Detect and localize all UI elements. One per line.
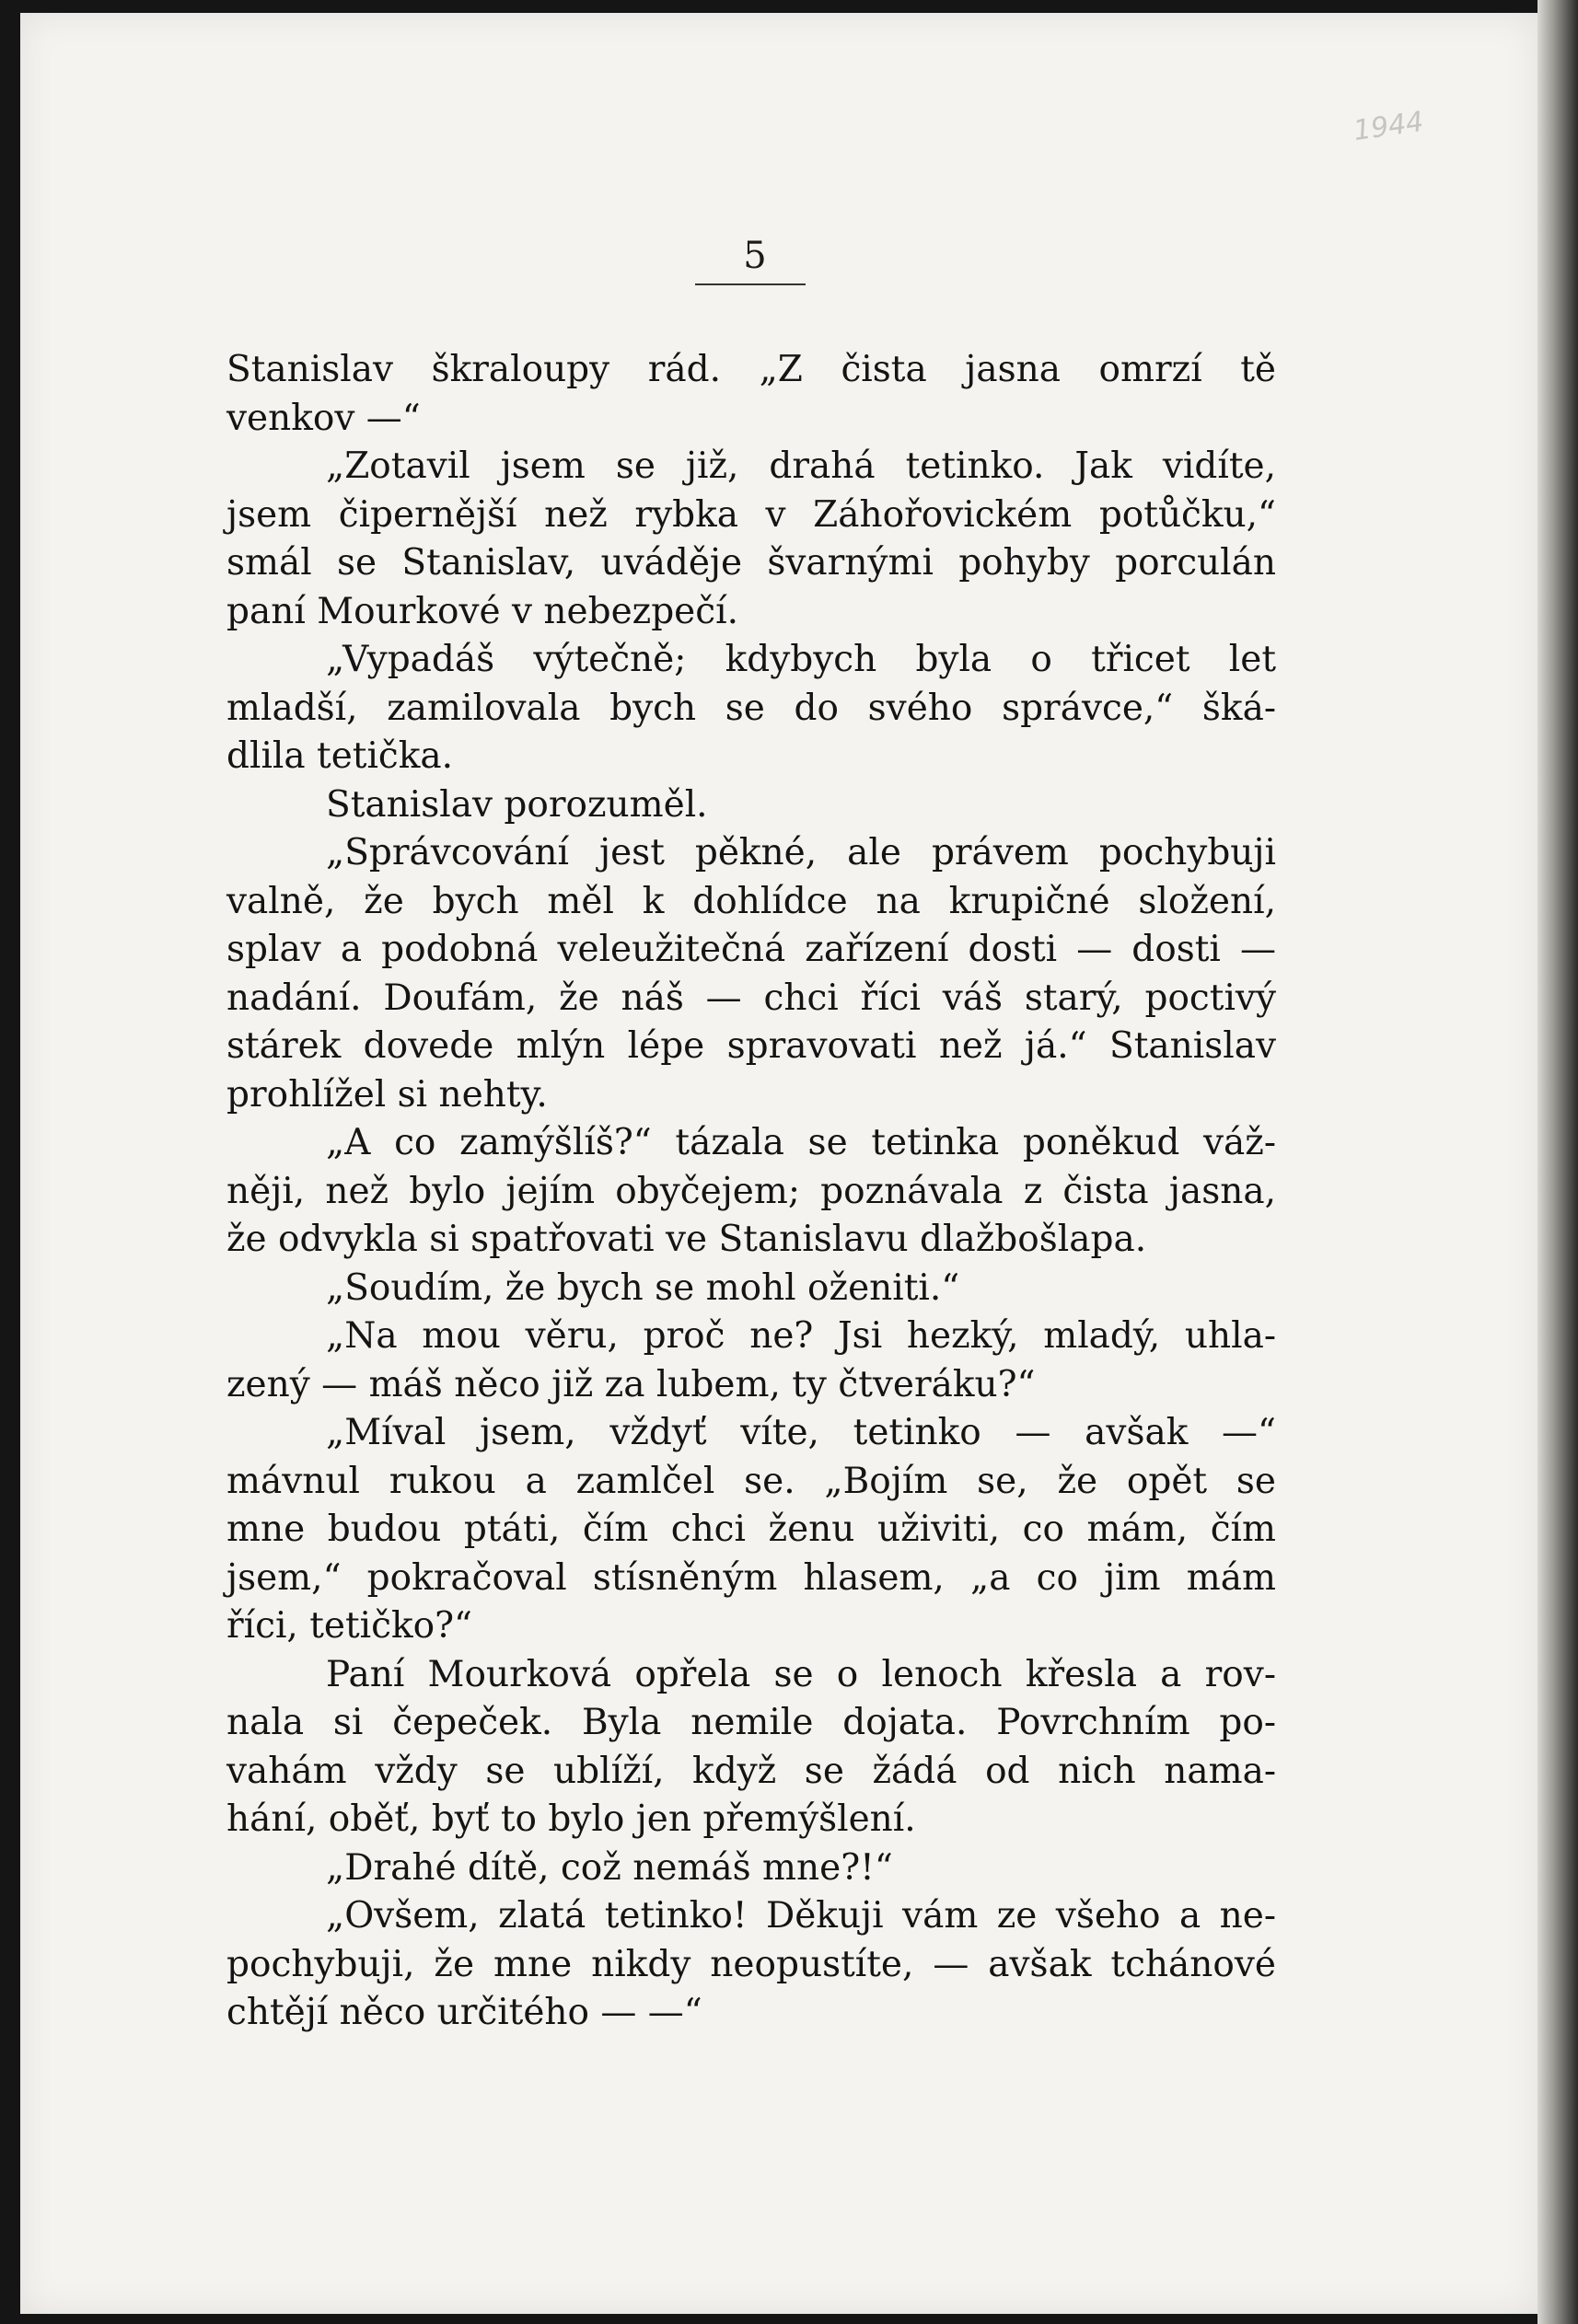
text-line: jsem čipernější než rybka v Záhořovickém potůčku,“ <box>226 493 1276 536</box>
text-line: nala si čepeček. Byla nemile dojata. Povrchním po- <box>226 1702 1276 1743</box>
text-line: Paní Mourková opřela se o lenoch křesla a rov- <box>326 1653 1276 1695</box>
text-line: jsem,“ pokračoval stísněným hlasem, „a co jim mám <box>226 1556 1276 1599</box>
corner-pencil-mark: 1944 <box>1351 105 1426 148</box>
text-line: mladší, zamilovala bych se do svého správce,“ šká- <box>226 687 1276 729</box>
page-number: 5 <box>743 235 767 277</box>
text-line: „Vypadáš výtečně; kdybych byla o třicet let <box>326 639 1276 680</box>
text-line: mávnul rukou a zamlčel se. „Bojím se, že opět se <box>226 1460 1276 1502</box>
text-line: paní Mourkové v nebezpečí. <box>226 590 738 632</box>
text-line: chtějí něco určitého — —“ <box>226 1992 702 2033</box>
page-edge-shadow <box>1537 0 1578 2324</box>
text-line: prohlížel si nehty. <box>226 1073 548 1116</box>
text-line: „Míval jsem, vždyť víte, tetinko — avšak —“ <box>326 1412 1276 1453</box>
text-line: něji, než bylo jejím obyčejem; poznávala z čista jasna, <box>226 1170 1276 1212</box>
text-line: říci, tetičko?“ <box>226 1605 472 1647</box>
text-line: zený — máš něco již za lubem, ty čtveráku?“ <box>226 1363 1036 1405</box>
text-line: smál se Stanislav, uváděje švarnými pohyby porculán <box>226 542 1276 584</box>
page-number-rule <box>695 283 806 285</box>
text-line: venkov —“ <box>226 397 421 439</box>
text-line: splav a podobná veleužitečná zařízení dosti — dosti — <box>226 929 1276 970</box>
text-line: Stanislav porozuměl. <box>326 783 708 826</box>
text-line: nadání. Doufám, že náš — chci říci váš starý, poctivý <box>226 977 1276 1019</box>
text-line: „Soudím, že bych se mohl oženiti.“ <box>326 1266 960 1309</box>
text-line: „Na mou věru, proč ne? Jsi hezký, mladý, uhla- <box>326 1315 1276 1357</box>
text-line: stárek dovede mlýn lépe spravovati než já.“ Stanislav <box>226 1025 1276 1067</box>
text-line: „Správcování jest pěkné, ale právem pochybuji <box>326 832 1276 873</box>
text-line: že odvykla si spatřovati ve Stanislavu dlažbošlapa. <box>226 1219 1147 1260</box>
text-line: valně, že bych měl k dohlídce na krupičné složení, <box>226 880 1276 922</box>
text-line: dlila tetička. <box>226 735 454 777</box>
text-line: pochybuji, že mne nikdy neopustíte, — avšak tchánové <box>226 1943 1276 1985</box>
text-line: hání, oběť, byť to bylo jen přemýšlení. <box>226 1798 916 1840</box>
text-line: „Ovšem, zlatá tetinko! Děkuji vám ze všeho a ne- <box>326 1895 1276 1937</box>
text-line: „Drahé dítě, což nemáš mne?!“ <box>326 1846 893 1889</box>
text-line: Stanislav škraloupy rád. „Z čista jasna omrzí tě <box>226 349 1276 390</box>
text-line: vahám vždy se ublíží, když se žádá od nich nama- <box>226 1750 1276 1792</box>
text-line: „Zotavil jsem se již, drahá tetinko. Jak vidíte, <box>326 445 1276 487</box>
body-text <box>226 346 1276 2038</box>
text-line: mne budou ptáti, čím chci ženu uživiti, co mám, čím <box>226 1509 1276 1550</box>
text-line: „A co zamýšlíš?“ tázala se tetinka poněkud váž- <box>326 1122 1276 1163</box>
